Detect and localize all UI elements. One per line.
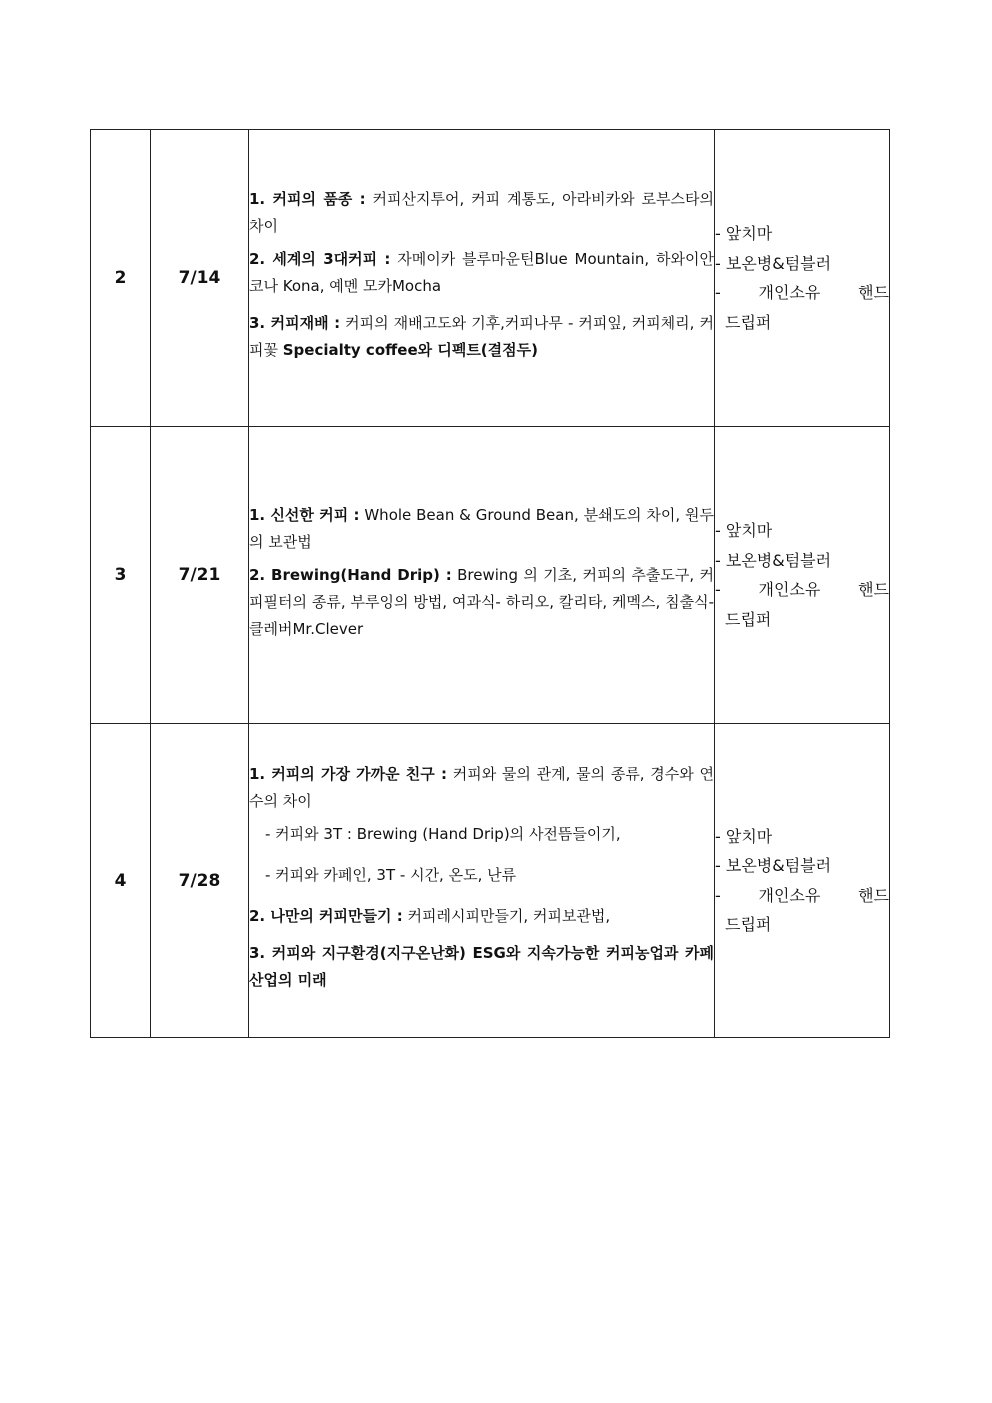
material-item: - 개인소유 핸드: [715, 283, 889, 302]
material-item: 드립퍼: [725, 312, 772, 332]
session-number: 3: [91, 427, 151, 724]
session-number: 2: [91, 130, 151, 427]
content-item: 1. 신선한 커피 : Whole Bean & Ground Bean, 분쇄도의 차이, 원두의 보관법: [249, 505, 714, 551]
content-item: 3. 커피와 지구환경(지구온난화) ESG와 지속가능한 커피농업과 카페산업의 미래: [249, 944, 714, 989]
session-content: [249, 427, 715, 724]
material-item: - 보온병&텀블러: [715, 253, 832, 273]
table-row: [91, 724, 890, 1038]
material-item: - 보온병&텀블러: [715, 550, 832, 570]
materials-list: [715, 724, 890, 1038]
session-date: 7/21: [151, 427, 249, 724]
materials-list: [715, 130, 890, 427]
content-item: 2. Brewing(Hand Drip) : Brewing 의 기초, 커피의 추출도구, 커피필터의 종류, 부루잉의 방법, 여과식- 하리오, 칼리타, 케멕스, 침출식- 클레버Mr.Clever: [249, 565, 715, 638]
material-item: - 개인소유 핸드: [715, 580, 889, 599]
session-content: [249, 130, 715, 427]
schedule-table: [90, 129, 890, 1038]
table-row: [91, 427, 890, 724]
material-item: - 앞치마: [715, 521, 773, 540]
material-item: 드립퍼: [725, 915, 772, 934]
table-row: [91, 130, 890, 427]
content-item: 3. 커피재배 : 커피의 재배고도와 기후,커피나무 - 커피잎, 커피체리, 커피꽃 Specialty coffee와 디펙트(결점두): [249, 314, 714, 359]
content-item: 1. 커피의 품종 : 커피산지투어, 커피 계통도, 아라비카와 로부스타의 차이: [249, 190, 714, 235]
session-date: 7/28: [151, 724, 249, 1038]
content-item: 2. 나만의 커피만들기 : 커피레시피만들기, 커피보관법,: [249, 907, 611, 925]
session-content: [249, 724, 715, 1038]
material-item: - 보온병&텀블러: [715, 856, 832, 875]
session-date: 7/14: [151, 130, 249, 427]
content-item: 2. 세계의 3대커피 : 자메이카 블루마운틴Blue Mountain, 하와이안 코나 Kona, 예멘 모카Mocha: [249, 250, 714, 295]
material-item: - 개인소유 핸드: [715, 885, 889, 905]
material-item: - 앞치마: [715, 224, 773, 243]
content-item: 1. 커피의 가장 가까운 친구 : 커피와 물의 관계, 물의 종류, 경수와 연수의 차이: [249, 765, 715, 810]
content-subitem: - 커피와 카페인, 3T - 시간, 온도, 난류: [265, 866, 517, 884]
session-number: 4: [91, 724, 151, 1038]
materials-list: [715, 427, 890, 724]
content-subitem: - 커피와 3T : Brewing (Hand Drip)의 사전뜸들이기,: [265, 825, 621, 843]
material-item: - 앞치마: [715, 826, 773, 846]
material-item: 드립퍼: [725, 609, 772, 629]
